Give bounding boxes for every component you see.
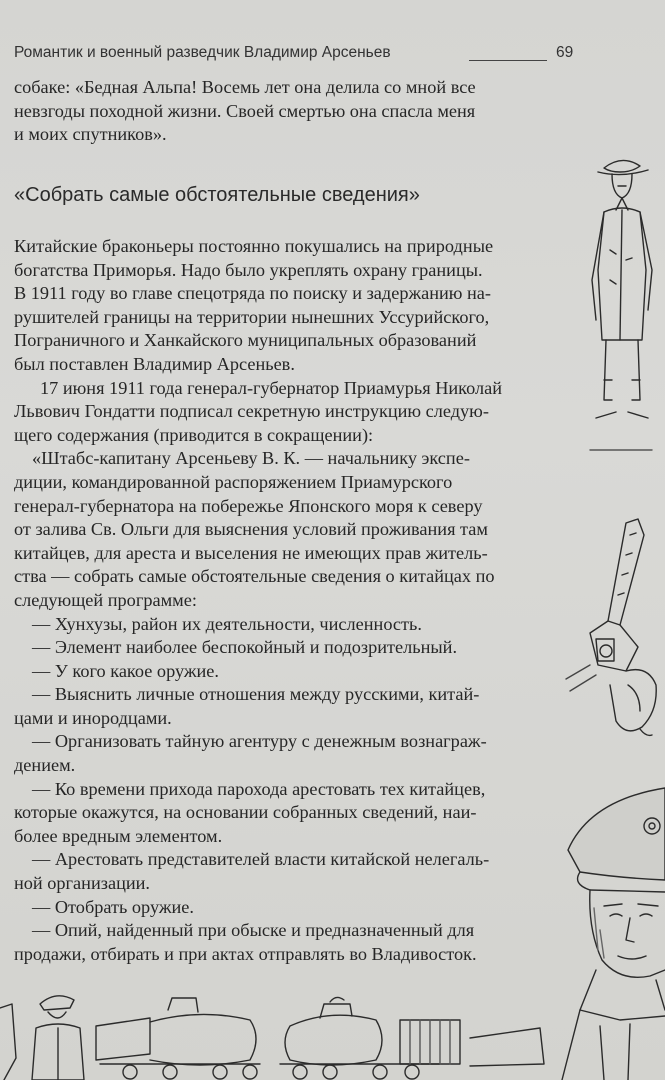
list-item: — Отобрать оружие. bbox=[32, 896, 194, 917]
text-line: «Штабс-капитану Арсеньеву В. К. — начальнику экспе- bbox=[32, 448, 470, 469]
text-line: В 1911 году во главе спецотряда по поиску и задержанию на- bbox=[14, 283, 491, 304]
intro-paragraph bbox=[14, 76, 476, 147]
text-line: диции, командированной распоряжением Приамурского bbox=[14, 471, 453, 492]
text-line: щего содержания (приводится в сокращении): bbox=[14, 424, 374, 445]
text-line: 17 июня 1911 года генерал-губернатор Приамурья Николай bbox=[40, 377, 503, 398]
text-line: Пограничного и Ханкайского муниципальных образований bbox=[14, 330, 477, 351]
man-in-coat-sketch bbox=[582, 150, 660, 470]
text-line: генерал-губернатора на побережье Японского моря к северу bbox=[14, 495, 483, 516]
running-header bbox=[14, 44, 574, 66]
text-line: которые окажутся, на основании собранных сведений, наи- bbox=[14, 802, 477, 823]
list-item: — Арестовать представителей власти китайской нелегаль- bbox=[32, 849, 490, 870]
header-rule bbox=[469, 60, 547, 61]
text-line: собаке: «Бедная Альпа! Восемь лет она делила со мной все bbox=[14, 77, 476, 97]
list-item: — Выяснить личные отношения между русскими, китай- bbox=[32, 684, 480, 705]
text-line: невзгоды походной жизни. Своей смертью она спасла меня bbox=[14, 100, 476, 121]
text-line: дением. bbox=[14, 755, 76, 776]
running-title: Романтик и военный разведчик Владимир Арсеньев bbox=[14, 44, 391, 61]
list-item: — Опий, найденный при обыске и предназначенный для bbox=[32, 920, 475, 941]
list-item: — Ко времени прихода парохода арестовать тех китайцев, bbox=[32, 778, 486, 799]
soldier-portrait-sketch bbox=[560, 780, 665, 1080]
text-line: ной организации. bbox=[14, 873, 150, 894]
text-line: следующей программе: bbox=[14, 589, 197, 610]
text-line: и моих спутников». bbox=[14, 124, 167, 145]
list-item: — Элемент наиболее беспокойный и подозрительный. bbox=[32, 637, 458, 658]
page-number: 69 bbox=[556, 44, 574, 61]
text-line: ства — собрать самые обстоятельные сведения о китайцах по bbox=[14, 566, 495, 587]
list-item: — У кого какое оружие. bbox=[32, 660, 219, 681]
text-line: Львович Гондатти подписал секретную инструкцию следую- bbox=[14, 401, 489, 422]
text-line: Китайские браконьеры постоянно покушались на природные bbox=[14, 236, 494, 256]
text-line: богатства Приморья. Надо было укреплять охрану границы. bbox=[14, 259, 483, 280]
text-line: был поставлен Владимир Арсеньев. bbox=[14, 353, 295, 374]
text-line: более вредным элементом. bbox=[14, 825, 223, 846]
body-text bbox=[14, 235, 502, 966]
train-and-figures-sketch bbox=[0, 968, 560, 1080]
section-heading: «Собрать самые обстоятельные сведения» bbox=[14, 184, 420, 206]
text-line: цами и инородцами. bbox=[14, 707, 172, 728]
list-item: — Организовать тайную агентуру с денежным вознаграж- bbox=[32, 731, 487, 752]
text-line: от залива Св. Ольги для выяснения условий проживания там bbox=[14, 519, 488, 540]
mauser-pistol-sketch bbox=[560, 515, 665, 745]
text-line: рушителей границы на территории нынешних Уссурийского, bbox=[14, 306, 490, 327]
list-item: — Хунхузы, район их деятельности, численность. bbox=[32, 613, 422, 634]
text-line: продажи, отбирать и при актах отправлять во Владивосток. bbox=[14, 943, 477, 964]
text-line: китайцев, для ареста и выселения не имеющих прав житель- bbox=[14, 542, 488, 563]
